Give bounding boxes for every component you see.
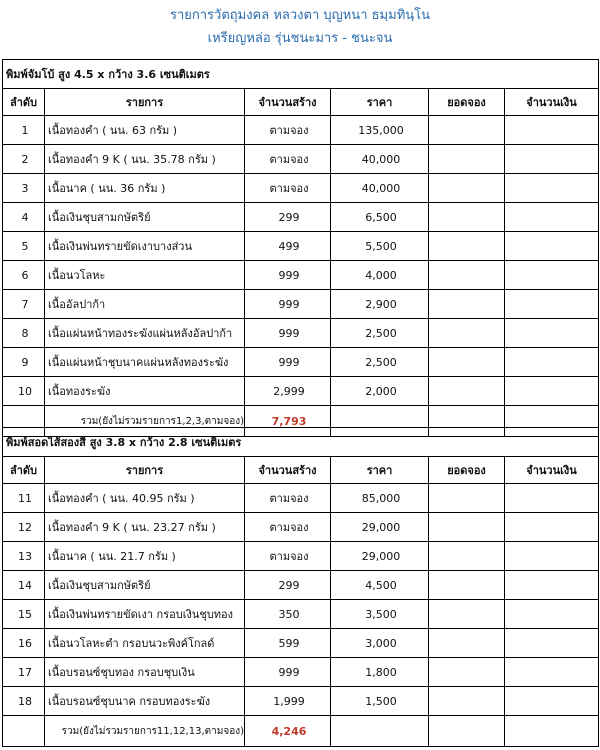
row-amount	[505, 319, 599, 348]
col-header-price: ราคา	[331, 89, 429, 116]
row-item-name: เนื้อนาค ( นน. 36 กรัม )	[45, 174, 245, 203]
row-item-name: เนื้อเงินชุบสามกษัตริย์	[45, 571, 245, 600]
total-label: รวม(ยังไม่รวมรายการ1,2,3,ตามจอง)	[45, 406, 245, 437]
row-booked	[429, 484, 505, 513]
row-price: 3,000	[331, 629, 429, 658]
table-row	[3, 377, 599, 406]
total-blank	[3, 716, 45, 747]
row-booked	[429, 319, 505, 348]
row-booked	[429, 203, 505, 232]
row-amount	[505, 377, 599, 406]
row-item-name: เนื้อทองระฆัง	[45, 377, 245, 406]
row-amount	[505, 232, 599, 261]
table-row	[3, 319, 599, 348]
row-item-name: เนื้อทองคำ 9 K ( นน. 35.78 กรัม )	[45, 145, 245, 174]
table-row	[3, 629, 599, 658]
row-quantity-made: ตามจอง	[245, 484, 331, 513]
row-price: 6,500	[331, 203, 429, 232]
row-price: 29,000	[331, 513, 429, 542]
row-number: 12	[3, 513, 45, 542]
row-price: 2,500	[331, 319, 429, 348]
table-row	[3, 203, 599, 232]
row-booked	[429, 145, 505, 174]
col-header-booked: ยอดจอง	[429, 457, 505, 484]
row-price: 1,500	[331, 687, 429, 716]
page-title: รายการวัตถุมงคล หลวงตา บุญหนา ธมฺมทินฺโน	[169, 8, 431, 23]
row-amount	[505, 571, 599, 600]
row-item-name: เนื้อเงินชุบสามกษัตริย์	[45, 203, 245, 232]
price-table-two-tone	[2, 427, 599, 747]
total-value: 4,246	[245, 716, 331, 747]
row-amount	[505, 261, 599, 290]
row-amount	[505, 513, 599, 542]
row-amount	[505, 542, 599, 571]
row-number: 9	[3, 348, 45, 377]
table-row	[3, 542, 599, 571]
page-subtitle: เหรียญหล่อ รุ่นชนะมาร - ชนะจน	[207, 31, 393, 46]
row-item-name: เนื้อทองคำ 9 K ( นน. 23.27 กรัม )	[45, 513, 245, 542]
table-row	[3, 261, 599, 290]
section-title: พิมพ์สอดไส้สองสี สูง 3.8 x กว้าง 2.8 เซนติเมตร	[3, 428, 599, 457]
row-number: 10	[3, 377, 45, 406]
col-header-amount: จำนวนเงิน	[505, 89, 599, 116]
row-number: 18	[3, 687, 45, 716]
row-amount	[505, 687, 599, 716]
row-booked	[429, 174, 505, 203]
row-amount	[505, 629, 599, 658]
table-row	[3, 116, 599, 145]
total-booked-blank	[429, 716, 505, 747]
row-quantity-made: 999	[245, 290, 331, 319]
row-amount	[505, 290, 599, 319]
row-price: 4,500	[331, 571, 429, 600]
row-price: 5,500	[331, 232, 429, 261]
col-header-no: ลำดับ	[3, 89, 45, 116]
col-header-made: จำนวนสร้าง	[245, 457, 331, 484]
row-item-name: เนื้อแผ่นหน้าทองระฆังแผ่นหลังอัลปาก้า	[45, 319, 245, 348]
total-price-blank	[331, 716, 429, 747]
table-row	[3, 145, 599, 174]
row-quantity-made: 1,999	[245, 687, 331, 716]
row-number: 11	[3, 484, 45, 513]
row-item-name: เนื้อทองคำ ( นน. 63 กรัม )	[45, 116, 245, 145]
col-header-price: ราคา	[331, 457, 429, 484]
row-item-name: เนื้ออัลปาก้า	[45, 290, 245, 319]
row-quantity-made: 299	[245, 203, 331, 232]
row-booked	[429, 348, 505, 377]
row-price: 40,000	[331, 174, 429, 203]
row-quantity-made: 999	[245, 348, 331, 377]
row-booked	[429, 571, 505, 600]
row-amount	[505, 145, 599, 174]
row-item-name: เนื้อนาค ( นน. 21.7 กรัม )	[45, 542, 245, 571]
row-number: 2	[3, 145, 45, 174]
row-amount	[505, 600, 599, 629]
row-amount	[505, 116, 599, 145]
table-row	[3, 484, 599, 513]
row-amount	[505, 348, 599, 377]
row-number: 13	[3, 542, 45, 571]
row-price: 2,900	[331, 290, 429, 319]
row-item-name: เนื้อนวโลหะตำ กรอบนวะพิงค์โกลด์	[45, 629, 245, 658]
row-quantity-made: 999	[245, 658, 331, 687]
row-booked	[429, 600, 505, 629]
table-row	[3, 513, 599, 542]
row-amount	[505, 203, 599, 232]
row-price: 135,000	[331, 116, 429, 145]
row-number: 7	[3, 290, 45, 319]
row-quantity-made: ตามจอง	[245, 116, 331, 145]
row-price: 29,000	[331, 542, 429, 571]
col-header-no: ลำดับ	[3, 457, 45, 484]
table-header-row	[3, 457, 599, 484]
row-quantity-made: 599	[245, 629, 331, 658]
total-amount-blank	[505, 716, 599, 747]
row-booked	[429, 687, 505, 716]
row-item-name: เนื้อบรอนซ์ชุบทอง กรอบชุบเงิน	[45, 658, 245, 687]
row-price: 40,000	[331, 145, 429, 174]
row-price: 1,800	[331, 658, 429, 687]
row-number: 3	[3, 174, 45, 203]
row-booked	[429, 232, 505, 261]
total-value: 7,793	[245, 406, 331, 437]
table-row	[3, 687, 599, 716]
row-booked	[429, 377, 505, 406]
row-quantity-made: 999	[245, 261, 331, 290]
row-quantity-made: 999	[245, 319, 331, 348]
row-booked	[429, 116, 505, 145]
table-row	[3, 571, 599, 600]
table-row	[3, 348, 599, 377]
row-item-name: เนื้อแผ่นหน้าชุบนาคแผ่นหลังทองระฆัง	[45, 348, 245, 377]
row-number: 5	[3, 232, 45, 261]
row-booked	[429, 290, 505, 319]
section-title: พิมพ์จัมโบ้ สูง 4.5 x กว้าง 3.6 เซนติเมตร	[3, 60, 599, 89]
row-quantity-made: 499	[245, 232, 331, 261]
row-number: 8	[3, 319, 45, 348]
row-booked	[429, 629, 505, 658]
row-amount	[505, 658, 599, 687]
row-quantity-made: ตามจอง	[245, 174, 331, 203]
col-header-booked: ยอดจอง	[429, 89, 505, 116]
col-header-amount: จำนวนเงิน	[505, 457, 599, 484]
row-item-name: เนื้อเงินพ่นทรายขัดเงา กรอบเงินชุบทอง	[45, 600, 245, 629]
row-amount	[505, 174, 599, 203]
row-booked	[429, 513, 505, 542]
row-quantity-made: 299	[245, 571, 331, 600]
row-item-name: เนื้อบรอนซ์ชุบนาค กรอบทองระฆัง	[45, 687, 245, 716]
row-quantity-made: 2,999	[245, 377, 331, 406]
table-row	[3, 658, 599, 687]
table-header-row	[3, 89, 599, 116]
col-header-item: รายการ	[45, 89, 245, 116]
row-booked	[429, 261, 505, 290]
row-price: 85,000	[331, 484, 429, 513]
row-quantity-made: ตามจอง	[245, 513, 331, 542]
row-price: 2,500	[331, 348, 429, 377]
row-number: 16	[3, 629, 45, 658]
table-row	[3, 600, 599, 629]
row-booked	[429, 542, 505, 571]
table-row	[3, 174, 599, 203]
row-item-name: เนื้อทองคำ ( นน. 40.95 กรัม )	[45, 484, 245, 513]
col-header-made: จำนวนสร้าง	[245, 89, 331, 116]
row-quantity-made: ตามจอง	[245, 145, 331, 174]
row-number: 4	[3, 203, 45, 232]
total-row	[3, 716, 599, 747]
row-number: 17	[3, 658, 45, 687]
table-row	[3, 290, 599, 319]
row-number: 1	[3, 116, 45, 145]
row-price: 3,500	[331, 600, 429, 629]
row-amount	[505, 484, 599, 513]
table-row	[3, 232, 599, 261]
col-header-item: รายการ	[45, 457, 245, 484]
row-number: 6	[3, 261, 45, 290]
price-table-jumbo	[2, 59, 599, 437]
row-item-name: เนื้อเงินพ่นทรายขัดเงาบางส่วน	[45, 232, 245, 261]
row-price: 2,000	[331, 377, 429, 406]
total-label: รวม(ยังไม่รวมรายการ11,12,13,ตามจอง)	[45, 716, 245, 747]
row-quantity-made: ตามจอง	[245, 542, 331, 571]
row-number: 15	[3, 600, 45, 629]
row-quantity-made: 350	[245, 600, 331, 629]
row-number: 14	[3, 571, 45, 600]
row-item-name: เนื้อนวโลหะ	[45, 261, 245, 290]
row-booked	[429, 658, 505, 687]
row-price: 4,000	[331, 261, 429, 290]
